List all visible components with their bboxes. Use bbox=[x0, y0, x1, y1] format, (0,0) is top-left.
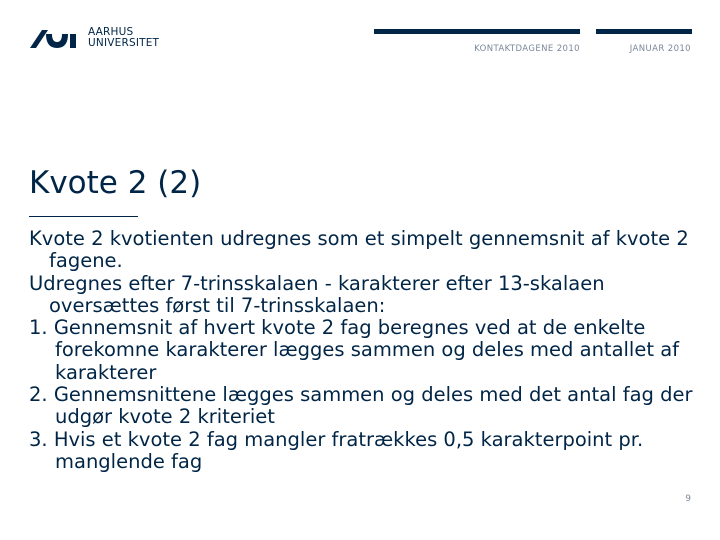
university-name-line1: AARHUS bbox=[88, 26, 134, 38]
item-text: Gennemsnittene lægges sammen og deles med det antal fag der udgør kvote 2 kriteriet bbox=[53, 383, 693, 429]
slide-body bbox=[29, 228, 694, 473]
header-bar-event bbox=[374, 29, 580, 34]
date-label: JANUAR 2010 bbox=[629, 44, 691, 54]
numbered-item bbox=[29, 429, 694, 474]
event-label: KONTAKTDAGENE 2010 bbox=[474, 44, 580, 54]
title-underline bbox=[29, 216, 138, 217]
numbered-item bbox=[29, 317, 694, 384]
body-paragraph: Udregnes efter 7-trinsskalaen - karakterer efter 13-skalaen oversættes først til 7-trinsskalaen: bbox=[29, 271, 605, 317]
slide-title: Kvote 2 (2) bbox=[29, 165, 202, 201]
university-logo-icon bbox=[28, 26, 80, 52]
numbered-item bbox=[29, 384, 694, 429]
item-number: 3. bbox=[29, 427, 48, 451]
university-name-line2: UNIVERSITET bbox=[88, 37, 160, 49]
header-bar-date bbox=[596, 29, 692, 34]
item-number: 1. bbox=[29, 316, 48, 340]
item-number: 2. bbox=[29, 383, 48, 407]
page-number: 9 bbox=[685, 494, 691, 504]
body-paragraph: Kvote 2 kvotienten udregnes som et simpelt gennemsnit af kvote 2 fagene. bbox=[29, 227, 689, 273]
university-name bbox=[88, 27, 159, 49]
item-text: Gennemsnit af hvert kvote 2 fag beregnes ved at de enkelte forekomne karakterer lægges sammen og deles med antallet af karakterer bbox=[53, 316, 680, 384]
item-text: Hvis et kvote 2 fag mangler fratrækkes 0,5 karakterpoint pr. manglende fag bbox=[53, 427, 644, 473]
